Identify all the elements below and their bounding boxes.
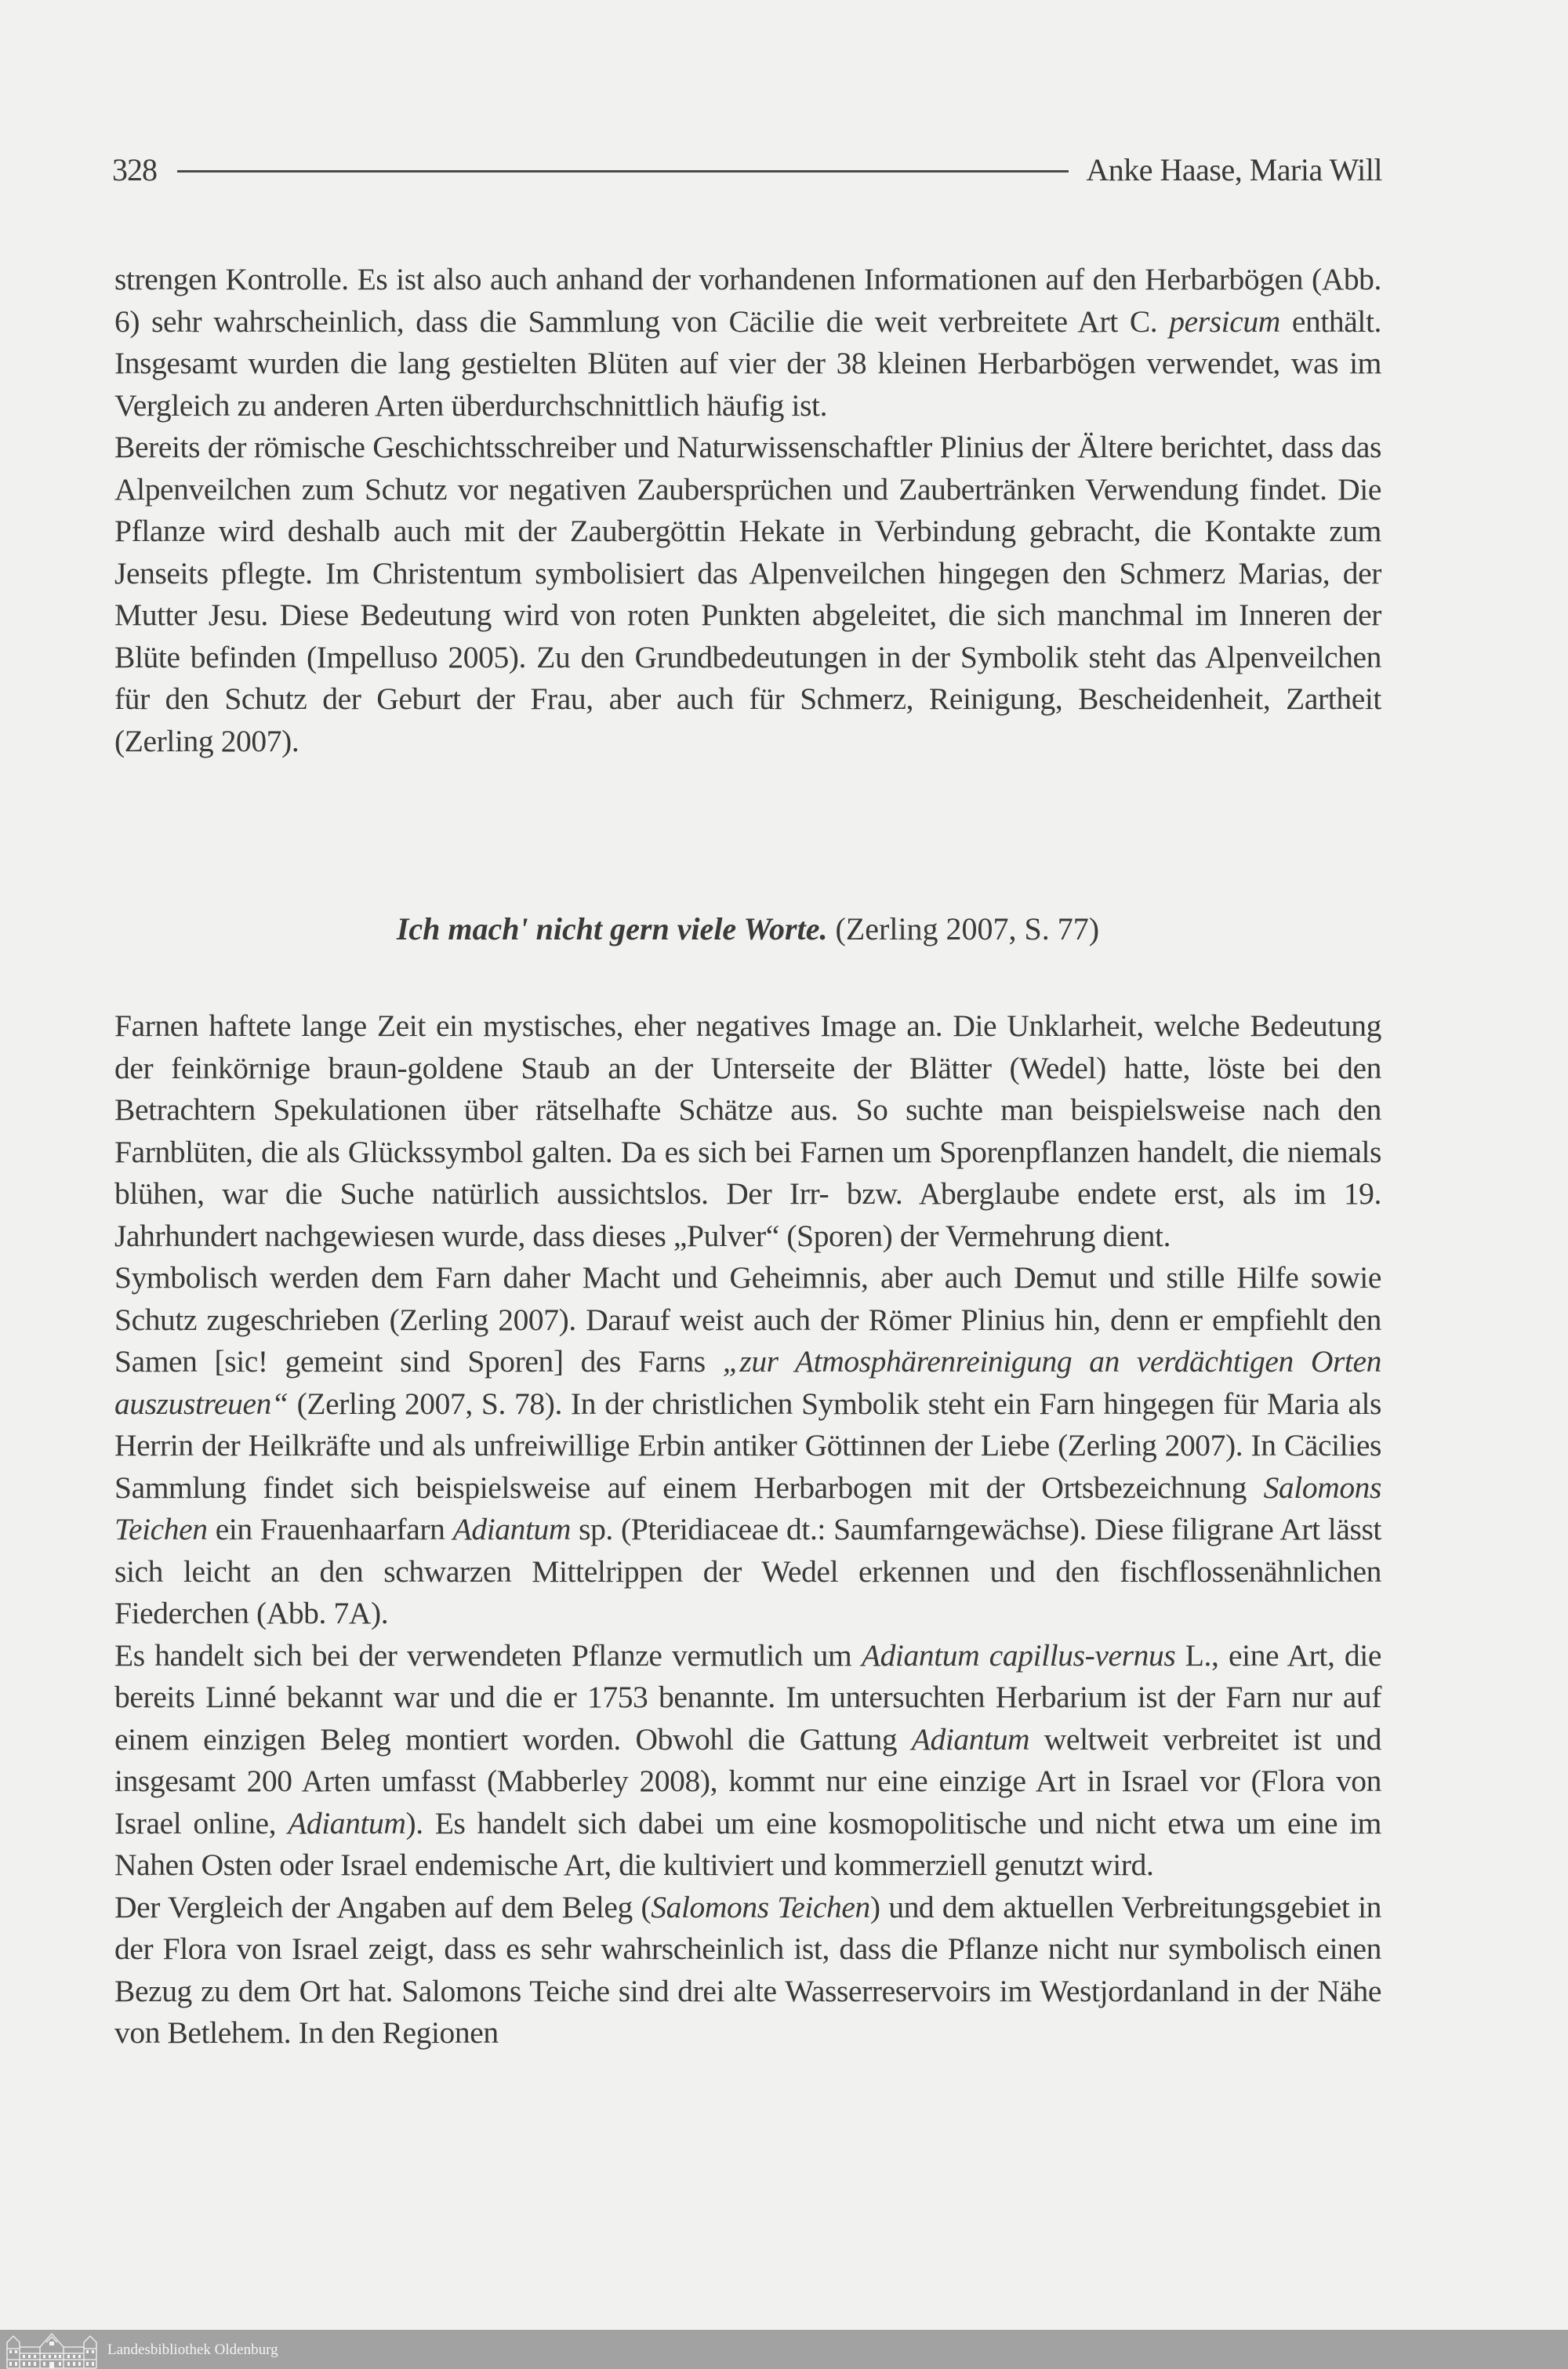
- text-run: (Zerling 2007, S. 78). In der christlichen Symbolik steht ein Farn hingegen für Maria als Herrin der Heilkräfte und als unfreiwillige Erbin antiker Göttinnen der Liebe (Zerling 2007). In Cäcilies Sammlung findet sich beispielsweise auf einem Herbarbogen mit der Ortsbezeichnung: [114, 1386, 1381, 1505]
- paragraph-adiantum: [114, 1635, 1381, 1887]
- library-name: Landesbibliothek Oldenburg: [107, 2342, 278, 2358]
- genus-name: Adiantum: [911, 1721, 1030, 1757]
- genus-name: Adiantum: [452, 1512, 572, 1546]
- section-citation: (Zerling 2007, S. 77): [827, 911, 1100, 947]
- paragraph-farn-image: [114, 1005, 1381, 1257]
- page-header: [112, 147, 1382, 191]
- paragraph-persicum: [114, 259, 1381, 427]
- section-motto: Ich mach' nicht gern viele Worte.: [396, 911, 828, 947]
- page-body: [114, 259, 1382, 2050]
- text-run: ) und dem aktuellen Verbreitungsgebiet in der Flora von Israel zeigt, dass es sehr wahrscheinlich ist, dass die Pflanze nicht nur symbolisch einen Bezug zu dem Ort hat. Salomons Teiche sind drei alte Wasserreservoirs im Westjordanland in der Nähe von Betlehem. In den Regionen: [114, 1889, 1381, 2050]
- species-name: persicum: [1169, 303, 1280, 339]
- text-run: ein Frauenhaarfarn: [207, 1512, 453, 1546]
- text-run: sp. (Pteridiaceae dt.: Saumfarngewächse). Diese filigrane Art lässt sich leicht an den schwarzen Mittelrippen der Wedel erkennen und den fischflossenähnlichen Fiederchen (Abb. 7A).: [114, 1512, 1382, 1630]
- footer-bar: [0, 2330, 1568, 2369]
- header-rule: [177, 170, 1069, 173]
- text-run: Symbolisch werden dem Farn daher Macht und Geheimnis, aber auch Demut und stille Hilfe sowie Schutz zugeschrieben (Zerling 2007). Darauf weist auch der Römer Plinius hin, denn er empfiehlt den Samen [sic! gemeint sind Sporen] des Farns: [114, 1260, 1381, 1379]
- running-head-authors: Anke Haase, Maria Will: [1086, 151, 1382, 187]
- text-run: ). Es handelt sich dabei um eine kosmopolitische und nicht etwa um eine im Nahen Osten oder Israel endemische Art, die kultiviert und kommerziell genutzt wird.: [114, 1805, 1381, 1882]
- place-name: Salomons Teichen: [114, 1470, 1381, 1546]
- paragraph-farn-symbolik: [114, 1257, 1381, 1635]
- quote-italic: „zur Atmosphärenreinigung an verdächtigen Orten auszustreuen“: [114, 1344, 1381, 1421]
- page-number: 328: [112, 151, 157, 187]
- text-run: Farnen haftete lange Zeit ein mystisches, eher negatives Image an. Die Unklarheit, welche Bedeutung der feinkörnige braun-goldene Staub an der Unterseite der Blätter (Wedel) hatte, löste bei den Betrachtern Spekulationen über rätselhafte Schätze aus. So suchte man beispielsweise nach den Farnblüten, die als Glückssymbol galten. Da es sich bei Farnen um Sporenpflanzen handelt, die niemals blühen, war die Suche natürlich aussichtslos. Der Irr- bzw. Aberglaube endete erst, als im 19. Jahrhundert nachgewiesen wurde, dass dieses „Pulver“ (Sporen) der Vermehrung dient.: [114, 1008, 1381, 1253]
- text-run: L., eine Art, die bereits Linné bekannt war und die er 1753 benannte. Im untersuchten Herbarium ist der Farn nur auf einem einzigen Beleg montiert worden. Obwohl die Gattung: [114, 1637, 1381, 1757]
- text-run: Es handelt sich bei der verwendeten Pflanze vermutlich um: [114, 1637, 862, 1673]
- species-name: Adiantum capillus-vernus: [861, 1637, 1176, 1673]
- text-run: Bereits der römische Geschichtsschreiber und Naturwissenschaftler Plinius der Ältere berichtet, dass das Alpenveilchen zum Schutz vor negativen Zaubersprüchen und Zaubertränken Verwendung findet. Die Pflanze wird deshalb auch mit der Zaubergöttin Hekate in Verbindung gebracht, die Kontakte zum Jenseits pflegte. Im Christentum symbolisiert das Alpenveilchen hingegen den Schmerz Marias, der Mutter Jesu. Diese Bedeutung wird von roten Punkten abgeleitet, die sich manchmal im Inneren der Blüte befinden (Impelluso 2005). Zu den Grundbedeutungen in der Symbolik steht das Alpenveilchen für den Schutz der Geburt der Frau, aber auch für Schmerz, Reinigung, Bescheidenheit, Zartheit (Zerling 2007).: [114, 430, 1381, 758]
- paragraph-salomons-teiche: [114, 1887, 1381, 2055]
- library-building-icon: [5, 2331, 98, 2369]
- text-run: Der Vergleich der Angaben auf dem Beleg (: [114, 1889, 652, 1924]
- genus-name: Adiantum: [288, 1805, 406, 1840]
- paragraph-plinius-alpenveilchen: [114, 427, 1381, 762]
- text-run: weltweit verbreitet ist und insgesamt 200 Arten umfasst (Mabberley 2008), kommt nur eine einzige Art in Israel vor (Flora von Israel online,: [114, 1721, 1381, 1840]
- fern-section: [114, 1005, 1381, 2055]
- place-name: Salomons Teichen: [651, 1889, 870, 1924]
- text-run: enthält. Insgesamt wurden die lang gestielten Blüten auf vier der 38 kleinen Herbarbögen verwendet, was im Vergleich zu anderen Arten überdurchschnittlich häufig ist.: [114, 303, 1382, 423]
- text-run: strengen Kontrolle. Es ist also auch anhand der vorhandenen Informationen auf den Herbarbögen (Abb. 6) sehr wahrscheinlich, dass die Sammlung von Cäcilie die weit verbreitete Art C.: [114, 262, 1381, 339]
- section-heading-fern: [114, 908, 1381, 950]
